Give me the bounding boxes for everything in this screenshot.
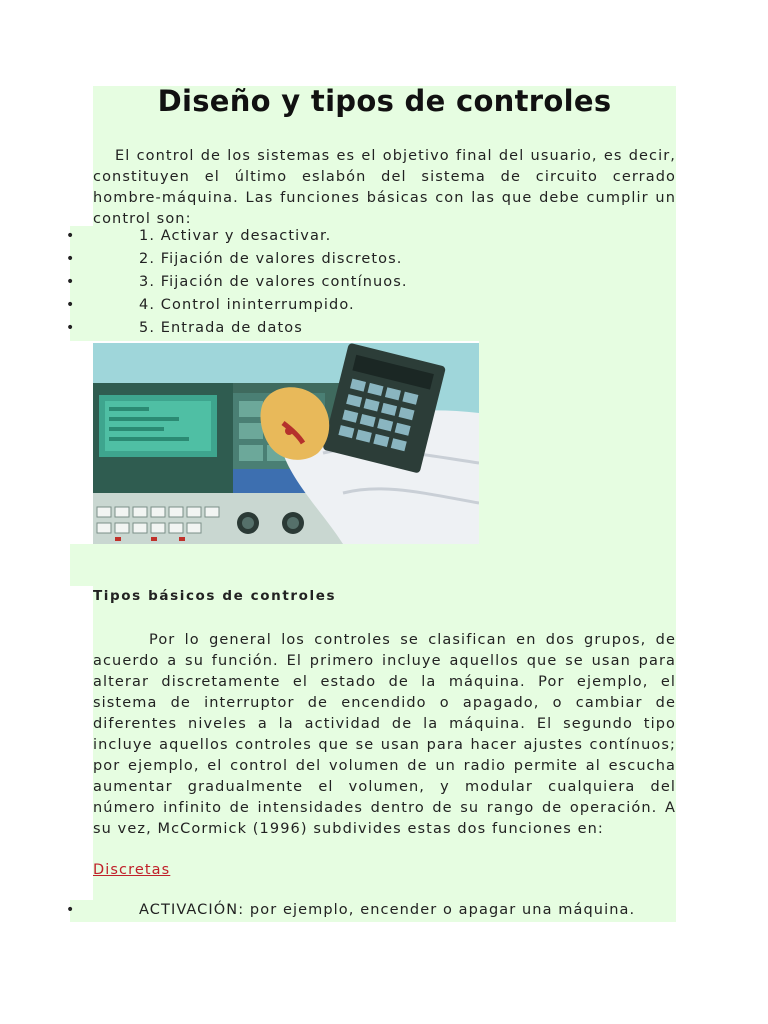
list-item (0, 251, 680, 273)
list-item-text: 3. Fijación de valores contínuos. (139, 274, 408, 290)
section-text: Por lo general los controles se clasifican en dos grupos, de acuerdo a su función. El primero incluye aquellos que se usan para alterar discretamente el estado de la máquina. Por ejemplo, el sistema de interruptor de encendido o apagado, o cambiar de diferentes niveles a la actividad de la máquina. El segundo tipo incluye aquellos controles que se usan para hacer ajustes contínuos; por ejemplo, el control del volumen de un radio permite al escucha aumentar gradualmente el volumen, y modular cualquiera del número infinito de intensidades dentro de su rango de operación. A su vez, McCormick (1996) subdivides estas dos funciones en: (93, 632, 676, 837)
list-item (0, 297, 680, 319)
list-item-text: 4. Control ininterrumpido. (139, 297, 355, 313)
control-panel-illustration (93, 343, 479, 544)
list-item-text: 1. Activar y desactivar. (139, 228, 332, 244)
page-title: Diseño y tipos de controles (157, 84, 612, 118)
list-item (0, 902, 680, 924)
list-item (0, 274, 680, 296)
section-heading: Tipos básicos de controles (93, 588, 337, 604)
list-item (0, 228, 680, 250)
highlight-block-gap (70, 544, 676, 586)
discretas-link[interactable]: Discretas (93, 862, 171, 878)
bullet-icon: • (66, 228, 76, 244)
section-paragraph (93, 630, 676, 840)
intro-text: El control de los sistemas es el objetivo final del usuario, es decir, constituyen el último eslabón del sistema de circuito cerrado hombre-máquina. Las funciones básicas con las que debe cumplir un control son: (93, 148, 676, 227)
bullet-icon: • (66, 297, 76, 313)
list-item-text: 2. Fijación de valores discretos. (139, 251, 403, 267)
intro-paragraph (93, 146, 676, 230)
list-item-text: ACTIVACIÓN: por ejemplo, encender o apagar una máquina. (139, 902, 636, 918)
list-item (0, 320, 680, 342)
bullet-icon: • (66, 251, 76, 267)
bullet-icon: • (66, 274, 76, 290)
bullet-icon: • (66, 320, 76, 336)
bullet-icon: • (66, 902, 76, 918)
list-item-text: 5. Entrada de datos (139, 320, 303, 336)
